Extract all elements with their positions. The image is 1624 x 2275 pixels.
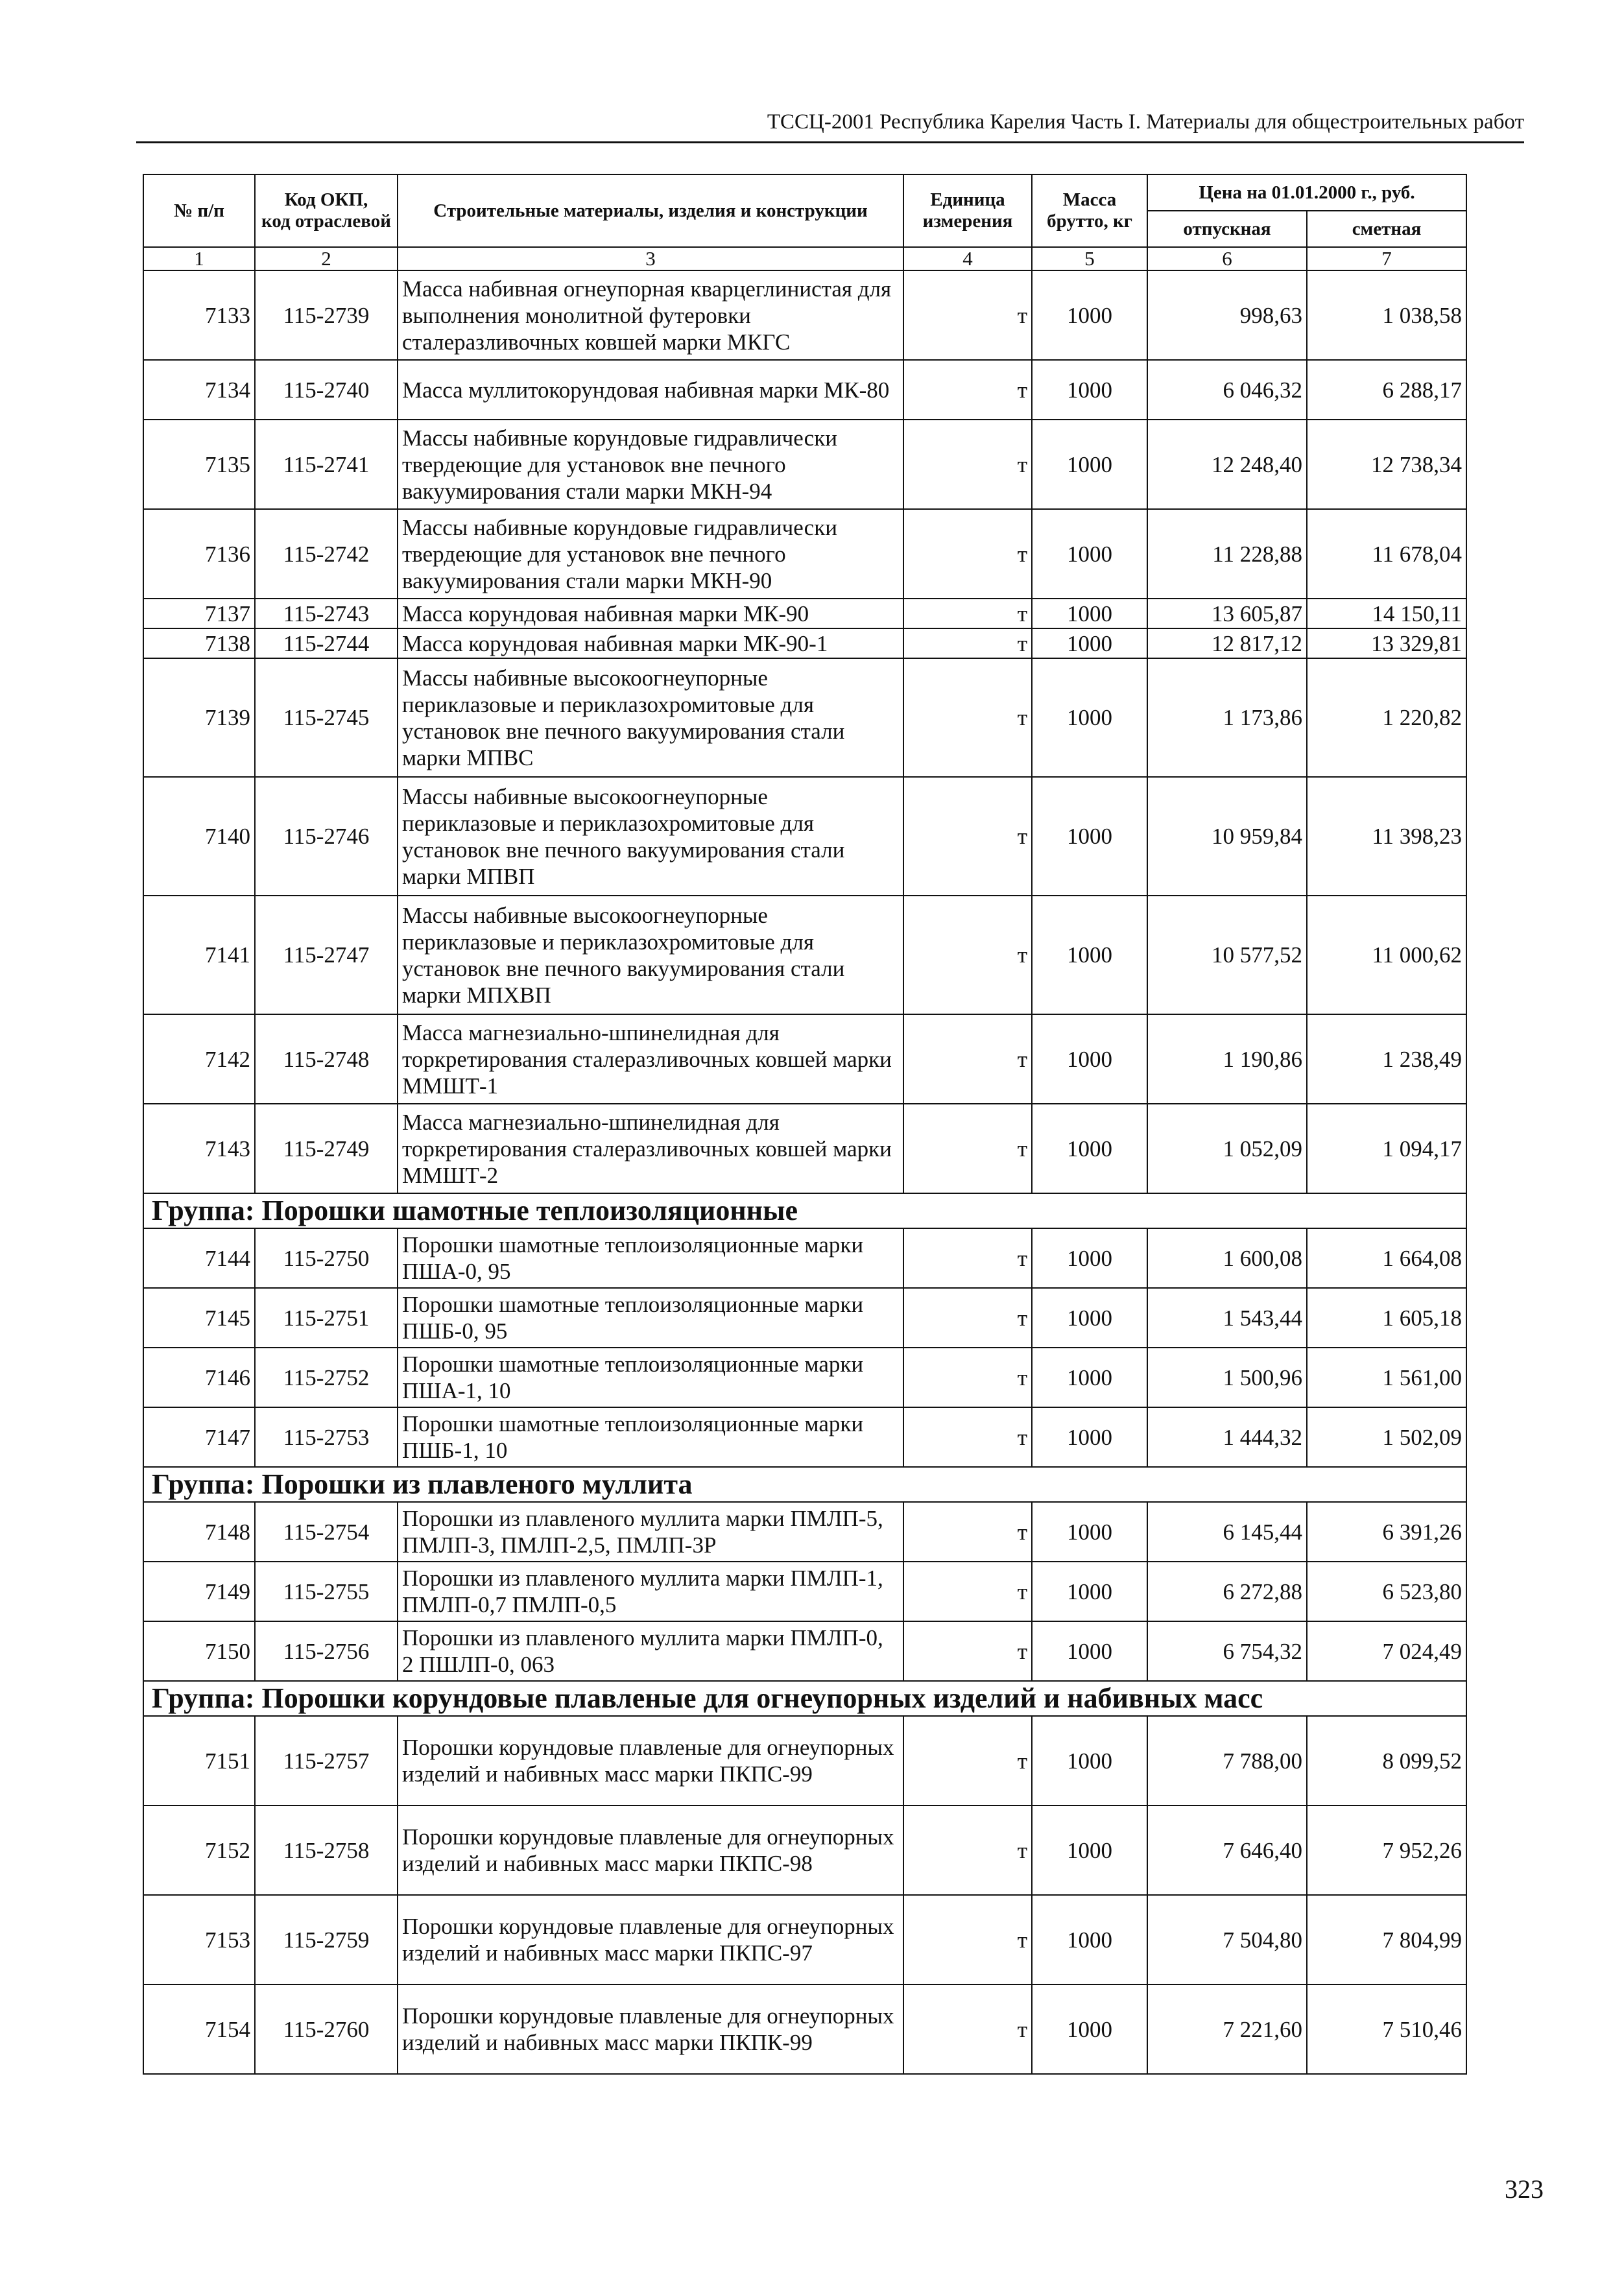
cell-name: Масса корундовая набивная марки МК-90-1 [398,628,903,658]
col-header-code [255,174,398,247]
cell-price-release: 12 817,12 [1147,628,1307,658]
cell-unit: т [903,1502,1032,1562]
table-row [143,628,1466,658]
cell-code: 115-2757 [255,1716,398,1805]
cell-price-release: 1 444,32 [1147,1407,1307,1467]
cell-mass: 1000 [1032,1984,1147,2074]
cell-num: 7141 [143,896,255,1014]
cell-price-estimate: 12 738,34 [1307,420,1466,509]
cell-code: 115-2739 [255,270,398,360]
cell-price-estimate: 1 502,09 [1307,1407,1466,1467]
cell-unit: т [903,1805,1032,1895]
cell-name: Порошки шамотные теплоизоляционные марки ПШБ-1, 10 [398,1407,903,1467]
cell-unit: т [903,1716,1032,1805]
table-row [143,896,1466,1014]
cell-name: Порошки из плавленого муллита марки ПМЛП-1, ПМЛП-0,7 ПМЛП-0,5 [398,1562,903,1621]
cell-num: 7140 [143,777,255,896]
col-header-name: Строительные материалы, изделия и конструкции [398,174,903,247]
cell-name: Порошки шамотные теплоизоляционные марки ПШБ-0, 95 [398,1288,903,1348]
cell-num: 7149 [143,1562,255,1621]
group-title: Группа: Порошки из плавленого муллита [143,1467,1466,1502]
cell-code: 115-2755 [255,1562,398,1621]
cell-code: 115-2748 [255,1014,398,1104]
cell-unit: т [903,1895,1032,1984]
col-header-num: № п/п [143,174,255,247]
cell-mass: 1000 [1032,1562,1147,1621]
cell-name: Масса корундовая набивная марки МК-90 [398,599,903,628]
table-row [143,1348,1466,1407]
table-row [143,360,1466,420]
cell-name: Порошки шамотные теплоизоляционные марки ПША-1, 10 [398,1348,903,1407]
cell-mass: 1000 [1032,1805,1147,1895]
cell-mass: 1000 [1032,1228,1147,1288]
cell-unit: т [903,599,1032,628]
cell-code: 115-2760 [255,1984,398,2074]
table-row [143,1228,1466,1288]
cell-mass: 1000 [1032,658,1147,777]
table-row [143,1895,1466,1984]
cell-num: 7147 [143,1407,255,1467]
cell-code: 115-2744 [255,628,398,658]
cell-mass: 1000 [1032,628,1147,658]
cell-unit: т [903,420,1032,509]
col-header-unit: Единица измерения [903,174,1032,247]
table-row [143,1288,1466,1348]
group-row [143,1681,1466,1716]
cell-name: Масса магнезиально-шпинелидная для торкретирования сталеразливочных ковшей марки ММШТ-2 [398,1104,903,1193]
cell-num: 7151 [143,1716,255,1805]
cell-num: 7144 [143,1228,255,1288]
table-row [143,1716,1466,1805]
cell-code: 115-2753 [255,1407,398,1467]
cell-price-release: 1 173,86 [1147,658,1307,777]
cell-mass: 1000 [1032,1502,1147,1562]
cell-price-release: 1 052,09 [1147,1104,1307,1193]
cell-mass: 1000 [1032,360,1147,420]
cell-price-release: 7 504,80 [1147,1895,1307,1984]
cell-price-release: 11 228,88 [1147,509,1307,599]
cell-mass: 1000 [1032,599,1147,628]
page-number: 323 [1505,2174,1544,2204]
cell-unit: т [903,896,1032,1014]
cell-code: 115-2754 [255,1502,398,1562]
cell-mass: 1000 [1032,1621,1147,1681]
cell-code: 115-2745 [255,658,398,777]
cell-num: 7152 [143,1805,255,1895]
group-title: Группа: Порошки корундовые плавленые для огнеупорных изделий и набивных масс [143,1681,1466,1716]
col-number: 3 [398,247,903,270]
cell-code: 115-2746 [255,777,398,896]
cell-price-estimate: 11 000,62 [1307,896,1466,1014]
cell-unit: т [903,1104,1032,1193]
cell-mass: 1000 [1032,896,1147,1014]
col-header-price2: сметная [1307,211,1466,247]
cell-code: 115-2749 [255,1104,398,1193]
cell-code: 115-2741 [255,420,398,509]
cell-price-release: 6 046,32 [1147,360,1307,420]
cell-mass: 1000 [1032,1348,1147,1407]
cell-price-release: 6 754,32 [1147,1621,1307,1681]
col-number: 1 [143,247,255,270]
cell-mass: 1000 [1032,420,1147,509]
cell-mass: 1000 [1032,1104,1147,1193]
cell-code: 115-2747 [255,896,398,1014]
cell-price-estimate: 7 024,49 [1307,1621,1466,1681]
cell-unit: т [903,658,1032,777]
cell-name: Массы набивные корундовые гидравлически твердеющие для установок вне печного вакуумирования стали марки МКН-94 [398,420,903,509]
cell-num: 7145 [143,1288,255,1348]
cell-unit: т [903,1621,1032,1681]
cell-mass: 1000 [1032,1288,1147,1348]
cell-num: 7154 [143,1984,255,2074]
table-row [143,599,1466,628]
table-row [143,1805,1466,1895]
cell-num: 7143 [143,1104,255,1193]
cell-code: 115-2756 [255,1621,398,1681]
table-row [143,420,1466,509]
cell-name: Масса муллитокорундовая набивная марки МК-80 [398,360,903,420]
cell-unit: т [903,509,1032,599]
table-row [143,777,1466,896]
cell-unit: т [903,1562,1032,1621]
table-row [143,270,1466,360]
cell-num: 7146 [143,1348,255,1407]
cell-price-release: 998,63 [1147,270,1307,360]
cell-name: Порошки корундовые плавленые для огнеупорных изделий и набивных масс марки ПКПК-99 [398,1984,903,2074]
cell-unit: т [903,360,1032,420]
cell-price-release: 12 248,40 [1147,420,1307,509]
cell-price-release: 1 543,44 [1147,1288,1307,1348]
cell-mass: 1000 [1032,1895,1147,1984]
cell-mass: 1000 [1032,270,1147,360]
table-row [143,1502,1466,1562]
cell-num: 7134 [143,360,255,420]
col-header-okp: Код ОКП, [284,189,368,210]
table-row [143,1984,1466,2074]
table-row [143,509,1466,599]
cell-code: 115-2752 [255,1348,398,1407]
cell-num: 7148 [143,1502,255,1562]
cell-price-release: 7 788,00 [1147,1716,1307,1805]
group-row [143,1467,1466,1502]
table-row [143,1621,1466,1681]
col-header-price1: отпускная [1147,211,1307,247]
col-number: 6 [1147,247,1307,270]
cell-price-estimate: 11 398,23 [1307,777,1466,896]
cell-price-release: 10 959,84 [1147,777,1307,896]
cell-unit: т [903,1984,1032,2074]
cell-num: 7137 [143,599,255,628]
cell-name: Порошки из плавленого муллита марки ПМЛП-0, 2 ПШЛП-0, 063 [398,1621,903,1681]
table-row [143,658,1466,777]
cell-mass: 1000 [1032,509,1147,599]
page-header: ТССЦ-2001 Республика Карелия Часть I. Материалы для общестроительных работ [767,110,1524,134]
cell-num: 7153 [143,1895,255,1984]
cell-code: 115-2758 [255,1805,398,1895]
cell-price-estimate: 6 523,80 [1307,1562,1466,1621]
cell-code: 115-2750 [255,1228,398,1288]
cell-price-release: 13 605,87 [1147,599,1307,628]
cell-num: 7138 [143,628,255,658]
cell-name: Порошки корундовые плавленые для огнеупорных изделий и набивных масс марки ПКПС-99 [398,1716,903,1805]
cell-unit: т [903,777,1032,896]
cell-name: Масса магнезиально-шпинелидная для торкретирования сталеразливочных ковшей марки ММШТ-1 [398,1014,903,1104]
cell-price-estimate: 7 510,46 [1307,1984,1466,2074]
cell-price-release: 7 646,40 [1147,1805,1307,1895]
cell-unit: т [903,270,1032,360]
cell-price-release: 6 145,44 [1147,1502,1307,1562]
cell-price-release: 7 221,60 [1147,1984,1307,2074]
cell-num: 7136 [143,509,255,599]
header-divider [136,141,1524,143]
cell-name: Порошки корундовые плавленые для огнеупорных изделий и набивных масс марки ПКПС-97 [398,1895,903,1984]
cell-unit: т [903,1407,1032,1467]
cell-num: 7135 [143,420,255,509]
cell-price-estimate: 11 678,04 [1307,509,1466,599]
cell-code: 115-2751 [255,1288,398,1348]
cell-price-estimate: 6 391,26 [1307,1502,1466,1562]
cell-unit: т [903,1348,1032,1407]
cell-price-estimate: 1 605,18 [1307,1288,1466,1348]
cell-name: Массы набивные высокоогнеупорные периклазовые и периклазохромитовые для установок вне печного вакуумирования стали марки МПВС [398,658,903,777]
price-table [143,174,1467,2075]
cell-price-release: 10 577,52 [1147,896,1307,1014]
cell-name: Порошки из плавленого муллита марки ПМЛП-5, ПМЛП-3, ПМЛП-2,5, ПМЛП-3Р [398,1502,903,1562]
cell-price-estimate: 13 329,81 [1307,628,1466,658]
cell-name: Масса набивная огнеупорная кварцеглинистая для выполнения монолитной футеровки сталеразливочных ковшей марки МКГС [398,270,903,360]
cell-mass: 1000 [1032,777,1147,896]
cell-code: 115-2759 [255,1895,398,1984]
col-number: 7 [1307,247,1466,270]
cell-code: 115-2743 [255,599,398,628]
cell-num: 7142 [143,1014,255,1104]
cell-price-estimate: 6 288,17 [1307,360,1466,420]
cell-name: Массы набивные корундовые гидравлически твердеющие для установок вне печного вакуумирования стали марки МКН-90 [398,509,903,599]
cell-price-estimate: 1 038,58 [1307,270,1466,360]
table-row [143,1014,1466,1104]
table-body [143,270,1466,2074]
table-row [143,1407,1466,1467]
cell-name: Массы набивные высокоогнеупорные периклазовые и периклазохромитовые для установок вне печного вакуумирования стали марки МПХВП [398,896,903,1014]
cell-price-release: 6 272,88 [1147,1562,1307,1621]
col-header-branch: код отраслевой [261,211,391,232]
cell-unit: т [903,1288,1032,1348]
cell-code: 115-2742 [255,509,398,599]
cell-price-estimate: 7 952,26 [1307,1805,1466,1895]
group-title: Группа: Порошки шамотные теплоизоляционные [143,1193,1466,1228]
group-row [143,1193,1466,1228]
col-number: 5 [1032,247,1147,270]
cell-name: Массы набивные высокоогнеупорные периклазовые и периклазохромитовые для установок вне печного вакуумирования стали марки МПВП [398,777,903,896]
col-header-mass: Масса брутто, кг [1032,174,1147,247]
cell-price-release: 1 190,86 [1147,1014,1307,1104]
cell-name: Порошки шамотные теплоизоляционные марки ПША-0, 95 [398,1228,903,1288]
cell-price-estimate: 7 804,99 [1307,1895,1466,1984]
cell-unit: т [903,1228,1032,1288]
cell-price-release: 1 600,08 [1147,1228,1307,1288]
cell-price-estimate: 1 561,00 [1307,1348,1466,1407]
table-row [143,1104,1466,1193]
cell-name: Порошки корундовые плавленые для огнеупорных изделий и набивных масс марки ПКПС-98 [398,1805,903,1895]
col-number: 4 [903,247,1032,270]
cell-price-estimate: 1 220,82 [1307,658,1466,777]
table-row [143,1562,1466,1621]
cell-mass: 1000 [1032,1014,1147,1104]
cell-num: 7133 [143,270,255,360]
cell-mass: 1000 [1032,1407,1147,1467]
cell-price-estimate: 1 094,17 [1307,1104,1466,1193]
cell-mass: 1000 [1032,1716,1147,1805]
column-numbers-row [143,247,1466,270]
cell-num: 7139 [143,658,255,777]
cell-price-estimate: 1 664,08 [1307,1228,1466,1288]
cell-num: 7150 [143,1621,255,1681]
cell-price-release: 1 500,96 [1147,1348,1307,1407]
col-header-price-group: Цена на 01.01.2000 г., руб. [1147,174,1466,211]
cell-price-estimate: 1 238,49 [1307,1014,1466,1104]
cell-price-estimate: 14 150,11 [1307,599,1466,628]
cell-unit: т [903,1014,1032,1104]
cell-unit: т [903,628,1032,658]
cell-price-estimate: 8 099,52 [1307,1716,1466,1805]
col-number: 2 [255,247,398,270]
cell-code: 115-2740 [255,360,398,420]
